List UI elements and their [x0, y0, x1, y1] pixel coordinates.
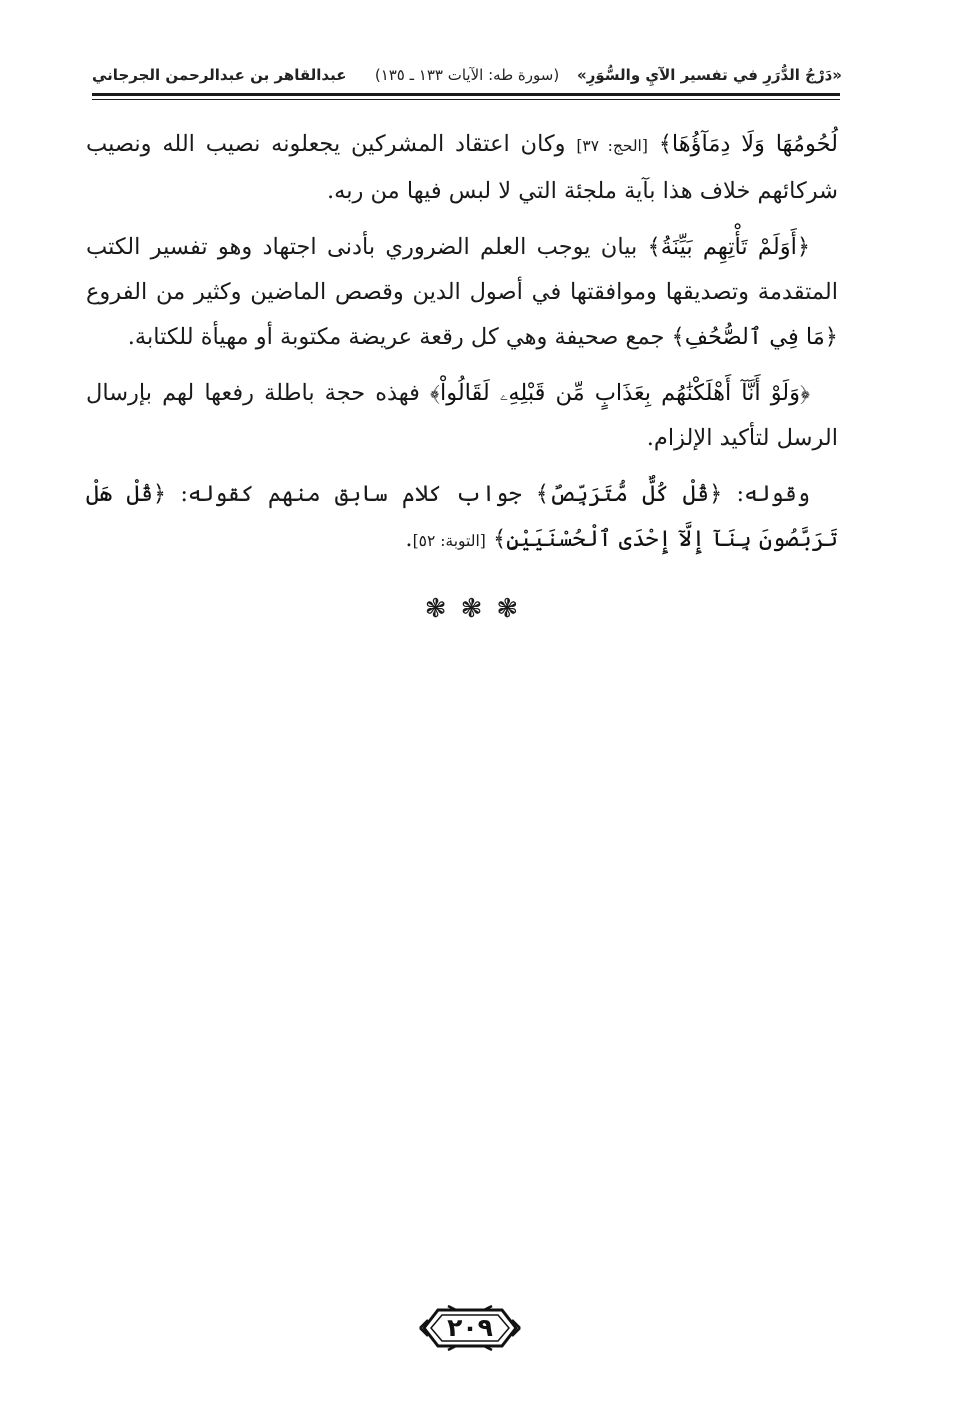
- commentary-text: بيان يوجب العلم الضروري بأدنى اجتهاد وهو تفسير الكتب المتقدمة وتصديقها وموافقتها في أصول الدين وقصص الماضين وكثير من الفروع: [86, 234, 838, 305]
- commentary-text: جواب كلام سابق منهم كقوله:: [180, 481, 522, 507]
- header-rule-thin: [92, 99, 840, 100]
- commentary-text: وكان اعتقاد المشركين يجعلونه نصيب الله ونصيب شركائهم خلاف هذا بآية ملجئة التي لا لبس فيها من ربه.: [86, 131, 838, 204]
- ornament-icon: ❃: [496, 594, 533, 624]
- quran-verse: ﴿وَلَوْ أَنَّآ أَهْلَكْنَٰهُم بِعَذَابٍ مِّن قَبْلِهِۦ لَقَالُواْ﴾: [429, 380, 810, 406]
- page-number-frame: [418, 1300, 522, 1356]
- verse-reference: [الحج: ٣٧]: [576, 137, 648, 155]
- page-number: ٢٠٩: [447, 1313, 493, 1342]
- commentary-text: .: [405, 526, 413, 552]
- quran-verse: ﴿أَوَلَمْ تَأْتِهِم بَيِّنَةُ﴾: [647, 234, 811, 260]
- paragraph-3: [86, 371, 838, 461]
- header-author: عبدالقاهر بن عبدالرحمن الجرجاني: [92, 66, 347, 84]
- quran-verse: لُحُومُهَا وَلَا دِمَآؤُهَا﴾: [658, 131, 838, 157]
- commentary-text: وقوله:: [736, 481, 811, 507]
- commentary-text: جمع صحيفة وهي كل رقعة عريضة مكتوبة أو مهيأة للكتابة.: [127, 324, 665, 350]
- page-body: [86, 122, 838, 575]
- section-end-ornaments: [0, 594, 957, 624]
- quran-verse: ﴿قُلْ كُلٌّ مُّتَرَبِّصٌ﴾: [535, 481, 723, 507]
- quran-verse: ﴿قُلْ هَلْ تَرَبَّصُونَ بِنَآ إِلَّآ إِحْدَى ٱلْحُسْنَيَيْنِ﴾: [86, 481, 838, 552]
- header-rule-thick: [92, 93, 840, 96]
- running-header: [92, 62, 842, 92]
- verse-reference: [التوبة: ٥٢]: [412, 532, 486, 550]
- ornament-icon: ❃: [460, 594, 497, 624]
- quran-verse: ﴿مَا فِي ٱلصُّحُفِ﴾: [671, 324, 838, 350]
- paragraph-2: [86, 225, 838, 360]
- paragraph-4: [86, 472, 838, 564]
- header-book-title: «دَرْجُ الدُّرَرِ في تفسير الآيِ والسُّوَرِ»: [577, 66, 842, 84]
- header-surah-range: (سورة طه: الآيات ١٣٣ ـ ١٣٥): [374, 66, 560, 84]
- ornament-icon: ❃: [424, 594, 461, 624]
- commentary-text: فهذه حجة باطلة رفعها لهم بإرسال الرسل لتأكيد الإلزام.: [86, 380, 838, 451]
- paragraph-1: [86, 122, 838, 214]
